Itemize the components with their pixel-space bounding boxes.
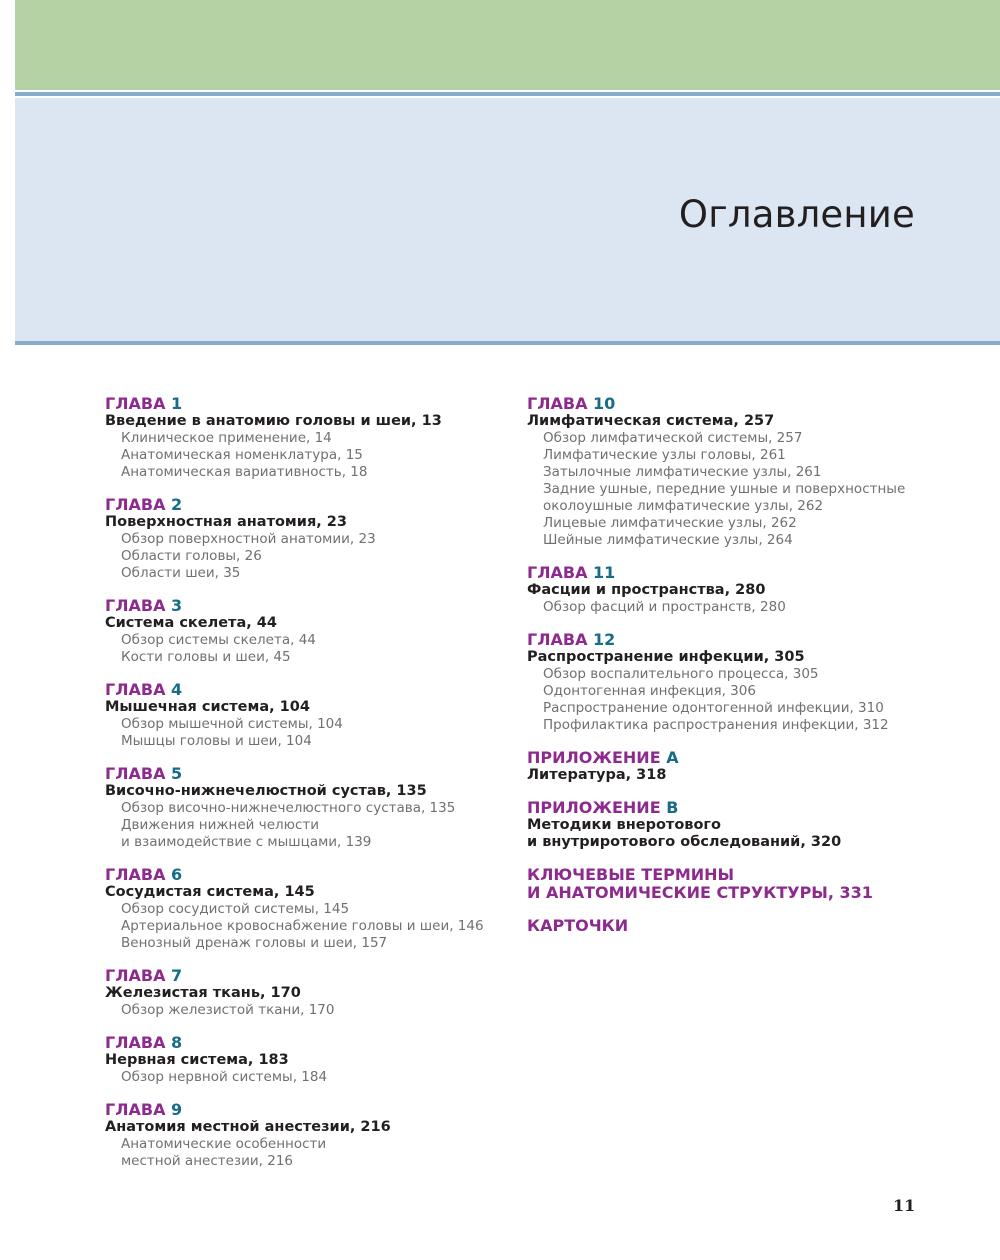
toc-appendix-b[interactable] xyxy=(527,799,947,851)
key-terms-line-1[interactable]: КЛЮЧЕВЫЕ ТЕРМИНЫ xyxy=(527,865,735,884)
appendix-heading: ПРИЛОЖЕНИЕ В xyxy=(527,798,679,817)
toc-entry[interactable]: Анатомическая вариативность, 18 xyxy=(121,464,368,480)
chapter-title[interactable]: Нервная система, 183 xyxy=(105,1052,289,1068)
toc-entry[interactable]: Распространение одонтогенной инфекции, 310 xyxy=(543,700,884,716)
toc-entry[interactable]: Задние ушные, передние ушные и поверхностные xyxy=(543,481,906,497)
toc-entry[interactable]: Обзор системы скелета, 44 xyxy=(121,632,316,648)
toc-entry[interactable]: Обзор железистой ткани, 170 xyxy=(121,1002,335,1018)
toc-chapter-2[interactable] xyxy=(105,496,505,582)
chapter-heading: ГЛАВА 9 xyxy=(105,1100,183,1119)
toc-entry[interactable]: Артериальное кровоснабжение головы и шеи, 146 xyxy=(121,918,484,934)
toc-chapter-1[interactable] xyxy=(105,395,505,481)
toc-entry[interactable]: Обзор нервной системы, 184 xyxy=(121,1069,328,1085)
toc-entry[interactable]: Лимфатические узлы головы, 261 xyxy=(543,447,786,463)
toc-entry[interactable]: Обзор височно-нижнечелюстного сустава, 135 xyxy=(121,800,456,816)
toc-entry[interactable]: Одонтогенная инфекция, 306 xyxy=(543,683,756,699)
appendix-title[interactable]: Методики внеротового xyxy=(527,817,721,833)
page-title: Оглавление xyxy=(678,193,915,236)
toc-entry[interactable]: Области головы, 26 xyxy=(121,548,262,564)
toc-entry[interactable]: Анатомическая номенклатура, 15 xyxy=(121,447,363,463)
toc-entry[interactable]: Лицевые лимфатические узлы, 262 xyxy=(543,515,797,531)
toc-entry[interactable]: Профилактика распространения инфекции, 312 xyxy=(543,717,889,733)
chapter-title[interactable]: Фасции и пространства, 280 xyxy=(527,582,766,598)
chapter-heading: ГЛАВА 4 xyxy=(105,680,183,699)
toc-cards[interactable] xyxy=(527,917,947,935)
toc-entry[interactable]: Движения нижней челюсти xyxy=(121,817,320,833)
appendix-title[interactable]: Литература, 318 xyxy=(527,767,667,783)
toc-entry[interactable]: Обзор поверхностной анатомии, 23 xyxy=(121,531,376,547)
toc-entry[interactable]: Шейные лимфатические узлы, 264 xyxy=(543,532,793,548)
key-terms-line-2[interactable]: И АНАТОМИЧЕСКИЕ СТРУКТУРЫ, 331 xyxy=(527,883,873,902)
toc-chapter-10[interactable] xyxy=(527,395,947,549)
appendix-heading: ПРИЛОЖЕНИЕ А xyxy=(527,748,679,767)
toc-entry[interactable]: Обзор сосудистой системы, 145 xyxy=(121,901,350,917)
chapter-title[interactable]: Распространение инфекции, 305 xyxy=(527,649,805,665)
chapter-heading: ГЛАВА 12 xyxy=(527,630,616,649)
chapter-heading: ГЛАВА 10 xyxy=(527,394,616,413)
toc-entry[interactable]: Венозный дренаж головы и шеи, 157 xyxy=(121,935,388,951)
toc-entry-continuation[interactable]: местной анестезии, 216 xyxy=(121,1153,293,1169)
toc-appendix-a[interactable] xyxy=(527,749,947,784)
chapter-heading: ГЛАВА 3 xyxy=(105,596,183,615)
cards-heading[interactable]: КАРТОЧКИ xyxy=(527,916,629,935)
toc-chapter-5[interactable] xyxy=(105,765,505,851)
toc-entry[interactable]: Обзор фасций и пространств, 280 xyxy=(543,599,786,615)
chapter-title[interactable]: Сосудистая система, 145 xyxy=(105,884,315,900)
chapter-heading: ГЛАВА 2 xyxy=(105,495,183,514)
toc-chapter-8[interactable] xyxy=(105,1034,505,1086)
toc-chapter-11[interactable] xyxy=(527,564,947,616)
toc-entry[interactable]: Затылочные лимфатические узлы, 261 xyxy=(543,464,822,480)
toc-entry[interactable]: Области шеи, 35 xyxy=(121,565,241,581)
chapter-title[interactable]: Железистая ткань, 170 xyxy=(105,985,301,1001)
chapter-title[interactable]: Мышечная система, 104 xyxy=(105,699,310,715)
chapter-title[interactable]: Поверхностная анатомия, 23 xyxy=(105,514,347,530)
toc-chapter-4[interactable] xyxy=(105,681,505,750)
toc-entry[interactable]: Обзор мышечной системы, 104 xyxy=(121,716,343,732)
header-band-green xyxy=(15,0,1000,90)
toc-chapter-9[interactable] xyxy=(105,1101,505,1170)
chapter-heading: ГЛАВА 7 xyxy=(105,966,183,985)
toc-entry[interactable]: Клиническое применение, 14 xyxy=(121,430,332,446)
toc-chapter-12[interactable] xyxy=(527,631,947,734)
chapter-title[interactable]: Анатомия местной анестезии, 216 xyxy=(105,1119,391,1135)
chapter-title[interactable]: Лимфатическая система, 257 xyxy=(527,413,775,429)
chapter-heading: ГЛАВА 6 xyxy=(105,865,183,884)
toc-chapter-3[interactable] xyxy=(105,597,505,666)
chapter-title[interactable]: Височно-нижнечелюстной сустав, 135 xyxy=(105,783,427,799)
chapter-heading: ГЛАВА 8 xyxy=(105,1033,183,1052)
page-number: 11 xyxy=(893,1196,916,1215)
toc-chapter-7[interactable] xyxy=(105,967,505,1019)
toc-chapter-6[interactable] xyxy=(105,866,505,952)
toc-left-column xyxy=(105,395,505,1185)
toc-right-column xyxy=(527,395,947,950)
chapter-title[interactable]: Введение в анатомию головы и шеи, 13 xyxy=(105,413,442,429)
toc-entry-continuation[interactable]: околоушные лимфатические узлы, 262 xyxy=(543,498,824,514)
toc-entry[interactable]: Мышцы головы и шеи, 104 xyxy=(121,733,312,749)
toc-entry-continuation[interactable]: и взаимодействие с мышцами, 139 xyxy=(121,834,372,850)
chapter-heading: ГЛАВА 11 xyxy=(527,563,616,582)
appendix-title-line-2[interactable]: и внутриротового обследований, 320 xyxy=(527,834,842,850)
chapter-heading: ГЛАВА 5 xyxy=(105,764,183,783)
toc-key-terms[interactable] xyxy=(527,866,947,902)
toc-entry[interactable]: Обзор лимфатической системы, 257 xyxy=(543,430,803,446)
title-panel-stripe xyxy=(15,341,1000,345)
chapter-heading: ГЛАВА 1 xyxy=(105,394,183,413)
toc-entry[interactable]: Анатомические особенности xyxy=(121,1136,327,1152)
header-stripe xyxy=(15,92,1000,96)
toc-entry[interactable]: Обзор воспалительного процесса, 305 xyxy=(543,666,819,682)
chapter-title[interactable]: Система скелета, 44 xyxy=(105,615,277,631)
toc-entry[interactable]: Кости головы и шеи, 45 xyxy=(121,649,291,665)
